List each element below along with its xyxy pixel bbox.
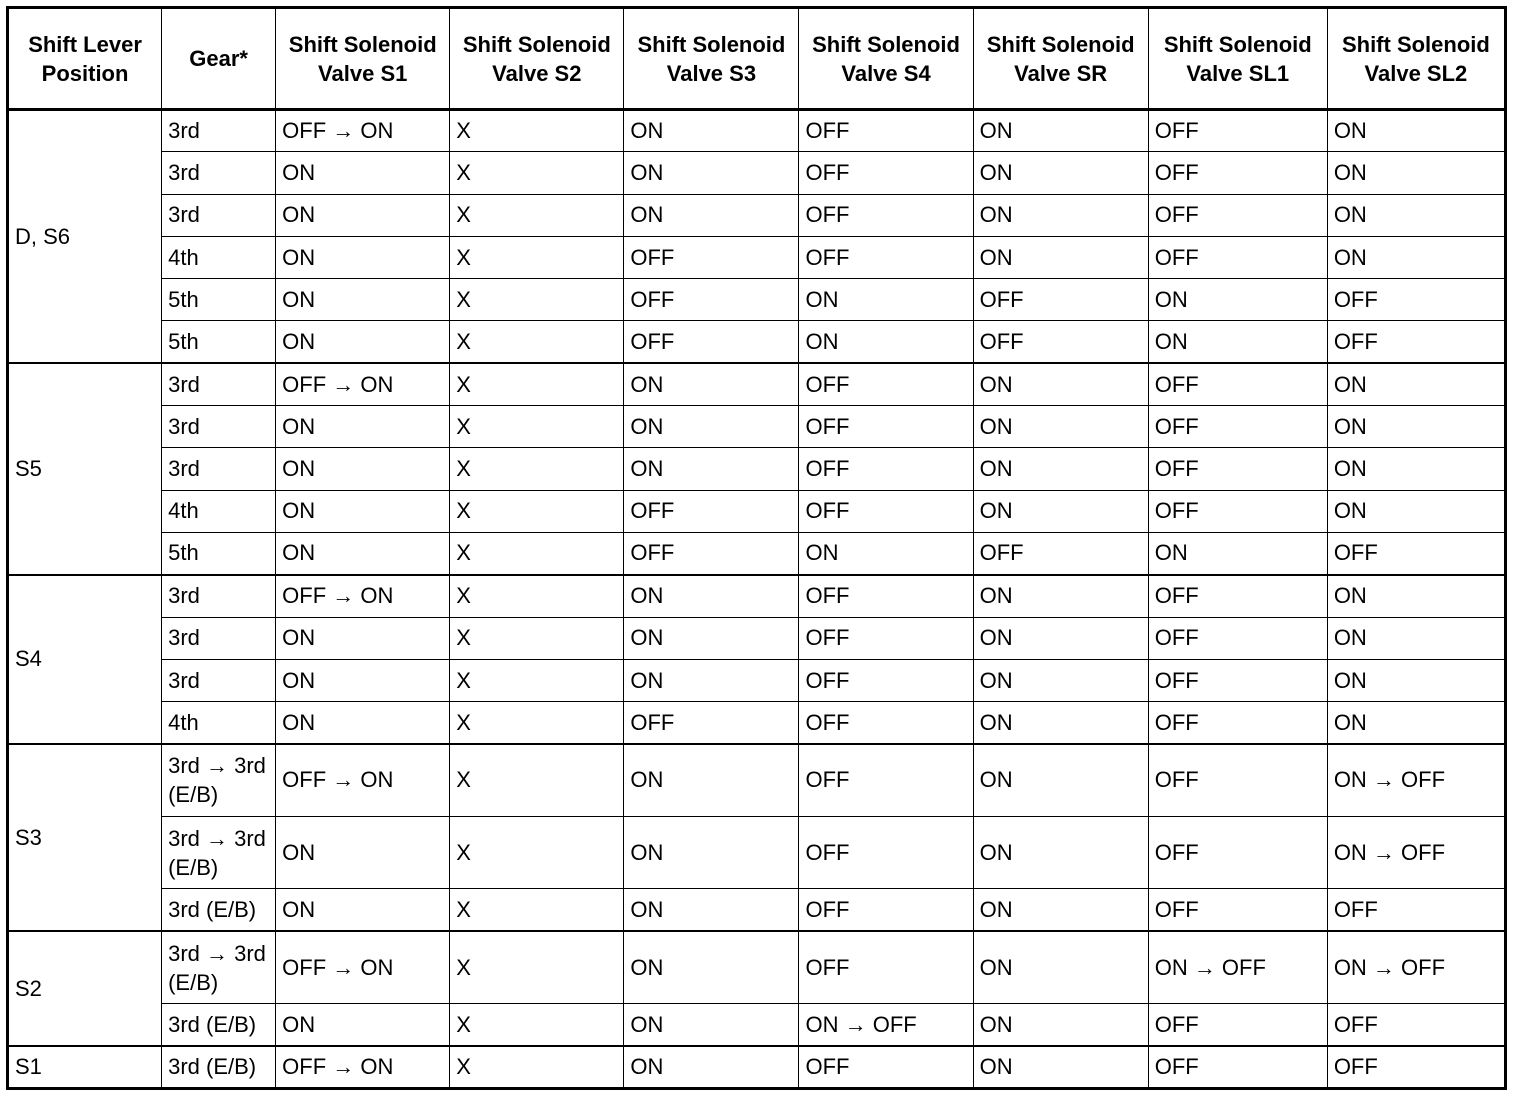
gear-cell: 3rd xyxy=(162,659,276,701)
valve-s1-cell: OFF → ON xyxy=(276,1046,450,1088)
valve-sr-cell: ON xyxy=(973,931,1148,1004)
valve-s3-cell: ON xyxy=(624,816,799,889)
valve-s3-cell: ON xyxy=(624,931,799,1004)
valve-s1-cell: ON xyxy=(276,816,450,889)
valve-s2-cell: X xyxy=(450,152,624,194)
valve-s2-cell: X xyxy=(450,532,624,574)
gear-cell: 4th xyxy=(162,702,276,744)
valve-sl2-cell: ON xyxy=(1327,110,1505,152)
valve-s2-cell: X xyxy=(450,406,624,448)
valve-s1-cell: OFF → ON xyxy=(276,744,450,817)
valve-sl1-cell: OFF xyxy=(1148,889,1327,931)
valve-s3-cell: ON xyxy=(624,617,799,659)
header-row xyxy=(8,8,1506,110)
gear-cell: 3rd xyxy=(162,194,276,236)
valve-s2-cell: X xyxy=(450,490,624,532)
valve-s2-cell: X xyxy=(450,448,624,490)
valve-s2-cell: X xyxy=(450,236,624,278)
table-row xyxy=(8,363,1506,405)
table-row xyxy=(8,152,1506,194)
valve-sl2-cell: OFF xyxy=(1327,889,1505,931)
valve-s4-cell: ON xyxy=(799,532,973,574)
valve-sl1-cell: OFF xyxy=(1148,448,1327,490)
valve-sl1-cell: ON xyxy=(1148,321,1327,363)
valve-sl1-cell: OFF xyxy=(1148,152,1327,194)
valve-s4-cell: OFF xyxy=(799,152,973,194)
valve-s3-cell: ON xyxy=(624,406,799,448)
table-row xyxy=(8,1046,1506,1088)
valve-sl1-cell: OFF xyxy=(1148,363,1327,405)
valve-sl2-cell: OFF xyxy=(1327,1046,1505,1088)
valve-sl1-cell: OFF xyxy=(1148,816,1327,889)
table-row xyxy=(8,321,1506,363)
valve-s1-cell: ON xyxy=(276,152,450,194)
gear-cell: 3rd xyxy=(162,575,276,617)
valve-s2-cell: X xyxy=(450,744,624,817)
valve-s1-cell: ON xyxy=(276,490,450,532)
valve-sl2-cell: ON xyxy=(1327,617,1505,659)
valve-s3-cell: OFF xyxy=(624,702,799,744)
valve-sl2-cell: ON xyxy=(1327,194,1505,236)
valve-sl2-cell: ON xyxy=(1327,490,1505,532)
valve-sr-cell: ON xyxy=(973,363,1148,405)
valve-s2-cell: X xyxy=(450,575,624,617)
shift-lever-position-cell: S4 xyxy=(8,575,162,744)
valve-sr-cell: OFF xyxy=(973,532,1148,574)
valve-s2-cell: X xyxy=(450,889,624,931)
valve-s3-cell: OFF xyxy=(624,279,799,321)
valve-s3-cell: OFF xyxy=(624,321,799,363)
valve-s4-cell: OFF xyxy=(799,931,973,1004)
valve-sl1-cell: OFF xyxy=(1148,575,1327,617)
gear-cell: 3rd xyxy=(162,406,276,448)
valve-s1-cell: ON xyxy=(276,889,450,931)
valve-s4-cell: OFF xyxy=(799,194,973,236)
shift-lever-position-cell: D, S6 xyxy=(8,110,162,364)
gear-cell: 3rd xyxy=(162,617,276,659)
valve-s2-cell: X xyxy=(450,1046,624,1088)
valve-sr-cell: ON xyxy=(973,1004,1148,1046)
valve-sl1-cell: OFF xyxy=(1148,110,1327,152)
valve-s1-cell: ON xyxy=(276,406,450,448)
valve-sr-cell: ON xyxy=(973,659,1148,701)
table-row xyxy=(8,575,1506,617)
gear-cell: 3rd (E/B) xyxy=(162,1004,276,1046)
table-row xyxy=(8,702,1506,744)
column-header: Shift Solenoid Valve S2 xyxy=(450,8,624,110)
valve-sr-cell: ON xyxy=(973,448,1148,490)
gear-cell: 3rd → 3rd (E/B) xyxy=(162,744,276,817)
valve-s4-cell: OFF xyxy=(799,490,973,532)
valve-sl2-cell: OFF xyxy=(1327,1004,1505,1046)
valve-s3-cell: ON xyxy=(624,575,799,617)
valve-sr-cell: ON xyxy=(973,1046,1148,1088)
valve-s4-cell: ON xyxy=(799,279,973,321)
valve-s4-cell: OFF xyxy=(799,575,973,617)
valve-sl2-cell: ON xyxy=(1327,152,1505,194)
gear-cell: 3rd xyxy=(162,152,276,194)
valve-sl2-cell: ON xyxy=(1327,363,1505,405)
table-row xyxy=(8,236,1506,278)
valve-sl1-cell: OFF xyxy=(1148,744,1327,817)
table-row xyxy=(8,659,1506,701)
valve-s1-cell: OFF → ON xyxy=(276,931,450,1004)
gear-cell: 3rd → 3rd (E/B) xyxy=(162,816,276,889)
valve-sl2-cell: ON xyxy=(1327,406,1505,448)
gear-cell: 3rd xyxy=(162,448,276,490)
valve-s3-cell: ON xyxy=(624,1046,799,1088)
valve-sl2-cell: ON xyxy=(1327,575,1505,617)
valve-sr-cell: ON xyxy=(973,575,1148,617)
valve-sr-cell: ON xyxy=(973,702,1148,744)
valve-s1-cell: ON xyxy=(276,1004,450,1046)
valve-s2-cell: X xyxy=(450,1004,624,1046)
valve-s4-cell: ON → OFF xyxy=(799,1004,973,1046)
valve-s4-cell: OFF xyxy=(799,406,973,448)
valve-sl1-cell: OFF xyxy=(1148,490,1327,532)
valve-sl1-cell: ON xyxy=(1148,532,1327,574)
valve-s2-cell: X xyxy=(450,931,624,1004)
column-header: Shift Solenoid Valve S1 xyxy=(276,8,450,110)
valve-s3-cell: ON xyxy=(624,110,799,152)
shift-lever-position-cell: S1 xyxy=(8,1046,162,1088)
valve-s1-cell: ON xyxy=(276,448,450,490)
valve-sl1-cell: OFF xyxy=(1148,659,1327,701)
valve-sl2-cell: ON → OFF xyxy=(1327,816,1505,889)
valve-s2-cell: X xyxy=(450,363,624,405)
column-header: Shift Solenoid Valve SL1 xyxy=(1148,8,1327,110)
table-row xyxy=(8,110,1506,152)
valve-sl2-cell: ON xyxy=(1327,448,1505,490)
valve-s1-cell: ON xyxy=(276,279,450,321)
gear-cell: 3rd (E/B) xyxy=(162,1046,276,1088)
table-row xyxy=(8,1004,1506,1046)
gear-cell: 5th xyxy=(162,321,276,363)
table-body xyxy=(8,110,1506,1089)
valve-sl2-cell: ON → OFF xyxy=(1327,931,1505,1004)
table-row xyxy=(8,194,1506,236)
valve-s3-cell: ON xyxy=(624,744,799,817)
valve-sl1-cell: OFF xyxy=(1148,617,1327,659)
valve-s2-cell: X xyxy=(450,279,624,321)
valve-sl2-cell: OFF xyxy=(1327,321,1505,363)
valve-s4-cell: OFF xyxy=(799,1046,973,1088)
table-row xyxy=(8,931,1506,1004)
table-row xyxy=(8,279,1506,321)
valve-sl1-cell: OFF xyxy=(1148,1046,1327,1088)
valve-s2-cell: X xyxy=(450,321,624,363)
valve-sr-cell: OFF xyxy=(973,279,1148,321)
table-row xyxy=(8,889,1506,931)
valve-sl1-cell: ON xyxy=(1148,279,1327,321)
valve-s2-cell: X xyxy=(450,702,624,744)
valve-s1-cell: ON xyxy=(276,321,450,363)
valve-s2-cell: X xyxy=(450,110,624,152)
valve-s4-cell: OFF xyxy=(799,889,973,931)
valve-sr-cell: ON xyxy=(973,236,1148,278)
valve-sl2-cell: OFF xyxy=(1327,532,1505,574)
table-row xyxy=(8,406,1506,448)
column-header: Gear* xyxy=(162,8,276,110)
valve-s3-cell: OFF xyxy=(624,532,799,574)
gear-cell: 3rd → 3rd (E/B) xyxy=(162,931,276,1004)
valve-sl1-cell: OFF xyxy=(1148,236,1327,278)
shift-lever-position-cell: S5 xyxy=(8,363,162,574)
valve-s1-cell: OFF → ON xyxy=(276,575,450,617)
valve-sl2-cell: ON xyxy=(1327,702,1505,744)
valve-sr-cell: ON xyxy=(973,194,1148,236)
valve-sr-cell: ON xyxy=(973,889,1148,931)
valve-s4-cell: OFF xyxy=(799,363,973,405)
column-header: Shift Solenoid Valve SR xyxy=(973,8,1148,110)
valve-s4-cell: OFF xyxy=(799,702,973,744)
valve-sr-cell: ON xyxy=(973,110,1148,152)
valve-s1-cell: ON xyxy=(276,617,450,659)
table-row xyxy=(8,816,1506,889)
valve-s3-cell: ON xyxy=(624,194,799,236)
valve-s4-cell: OFF xyxy=(799,236,973,278)
valve-s1-cell: ON xyxy=(276,236,450,278)
valve-s4-cell: OFF xyxy=(799,659,973,701)
valve-s1-cell: OFF → ON xyxy=(276,363,450,405)
column-header: Shift Solenoid Valve S4 xyxy=(799,8,973,110)
valve-sl2-cell: ON → OFF xyxy=(1327,744,1505,817)
valve-s4-cell: ON xyxy=(799,321,973,363)
column-header: Shift Solenoid Valve S3 xyxy=(624,8,799,110)
valve-s3-cell: ON xyxy=(624,889,799,931)
column-header: Shift Lever Position xyxy=(8,8,162,110)
table-row xyxy=(8,617,1506,659)
valve-s3-cell: ON xyxy=(624,363,799,405)
valve-sl1-cell: OFF xyxy=(1148,1004,1327,1046)
column-header: Shift Solenoid Valve SL2 xyxy=(1327,8,1505,110)
valve-sl1-cell: ON → OFF xyxy=(1148,931,1327,1004)
valve-s4-cell: OFF xyxy=(799,744,973,817)
valve-sr-cell: ON xyxy=(973,406,1148,448)
table-header xyxy=(8,8,1506,110)
valve-s4-cell: OFF xyxy=(799,110,973,152)
shift-lever-position-cell: S2 xyxy=(8,931,162,1046)
valve-sl1-cell: OFF xyxy=(1148,702,1327,744)
gear-cell: 5th xyxy=(162,532,276,574)
valve-sr-cell: ON xyxy=(973,617,1148,659)
valve-s1-cell: ON xyxy=(276,532,450,574)
valve-sr-cell: ON xyxy=(973,816,1148,889)
solenoid-table xyxy=(6,6,1507,1090)
valve-sl2-cell: OFF xyxy=(1327,279,1505,321)
valve-sr-cell: ON xyxy=(973,152,1148,194)
gear-cell: 3rd xyxy=(162,363,276,405)
valve-s3-cell: OFF xyxy=(624,490,799,532)
valve-s4-cell: OFF xyxy=(799,448,973,490)
valve-s2-cell: X xyxy=(450,617,624,659)
valve-sr-cell: OFF xyxy=(973,321,1148,363)
table-row xyxy=(8,448,1506,490)
gear-cell: 3rd xyxy=(162,110,276,152)
valve-s2-cell: X xyxy=(450,659,624,701)
valve-sl2-cell: ON xyxy=(1327,659,1505,701)
valve-s4-cell: OFF xyxy=(799,816,973,889)
gear-cell: 4th xyxy=(162,490,276,532)
table-row xyxy=(8,744,1506,817)
valve-sr-cell: ON xyxy=(973,490,1148,532)
valve-s3-cell: ON xyxy=(624,659,799,701)
valve-s1-cell: ON xyxy=(276,659,450,701)
table-row xyxy=(8,490,1506,532)
valve-sl1-cell: OFF xyxy=(1148,194,1327,236)
shift-lever-position-cell: S3 xyxy=(8,744,162,931)
valve-s2-cell: X xyxy=(450,194,624,236)
valve-s1-cell: ON xyxy=(276,702,450,744)
gear-cell: 3rd (E/B) xyxy=(162,889,276,931)
valve-sr-cell: ON xyxy=(973,744,1148,817)
valve-s4-cell: OFF xyxy=(799,617,973,659)
valve-sl2-cell: ON xyxy=(1327,236,1505,278)
valve-s1-cell: ON xyxy=(276,194,450,236)
valve-s3-cell: ON xyxy=(624,152,799,194)
valve-sl1-cell: OFF xyxy=(1148,406,1327,448)
table-row xyxy=(8,532,1506,574)
valve-s2-cell: X xyxy=(450,816,624,889)
valve-s1-cell: OFF → ON xyxy=(276,110,450,152)
valve-s3-cell: ON xyxy=(624,448,799,490)
valve-s3-cell: ON xyxy=(624,1004,799,1046)
valve-s3-cell: OFF xyxy=(624,236,799,278)
gear-cell: 5th xyxy=(162,279,276,321)
gear-cell: 4th xyxy=(162,236,276,278)
